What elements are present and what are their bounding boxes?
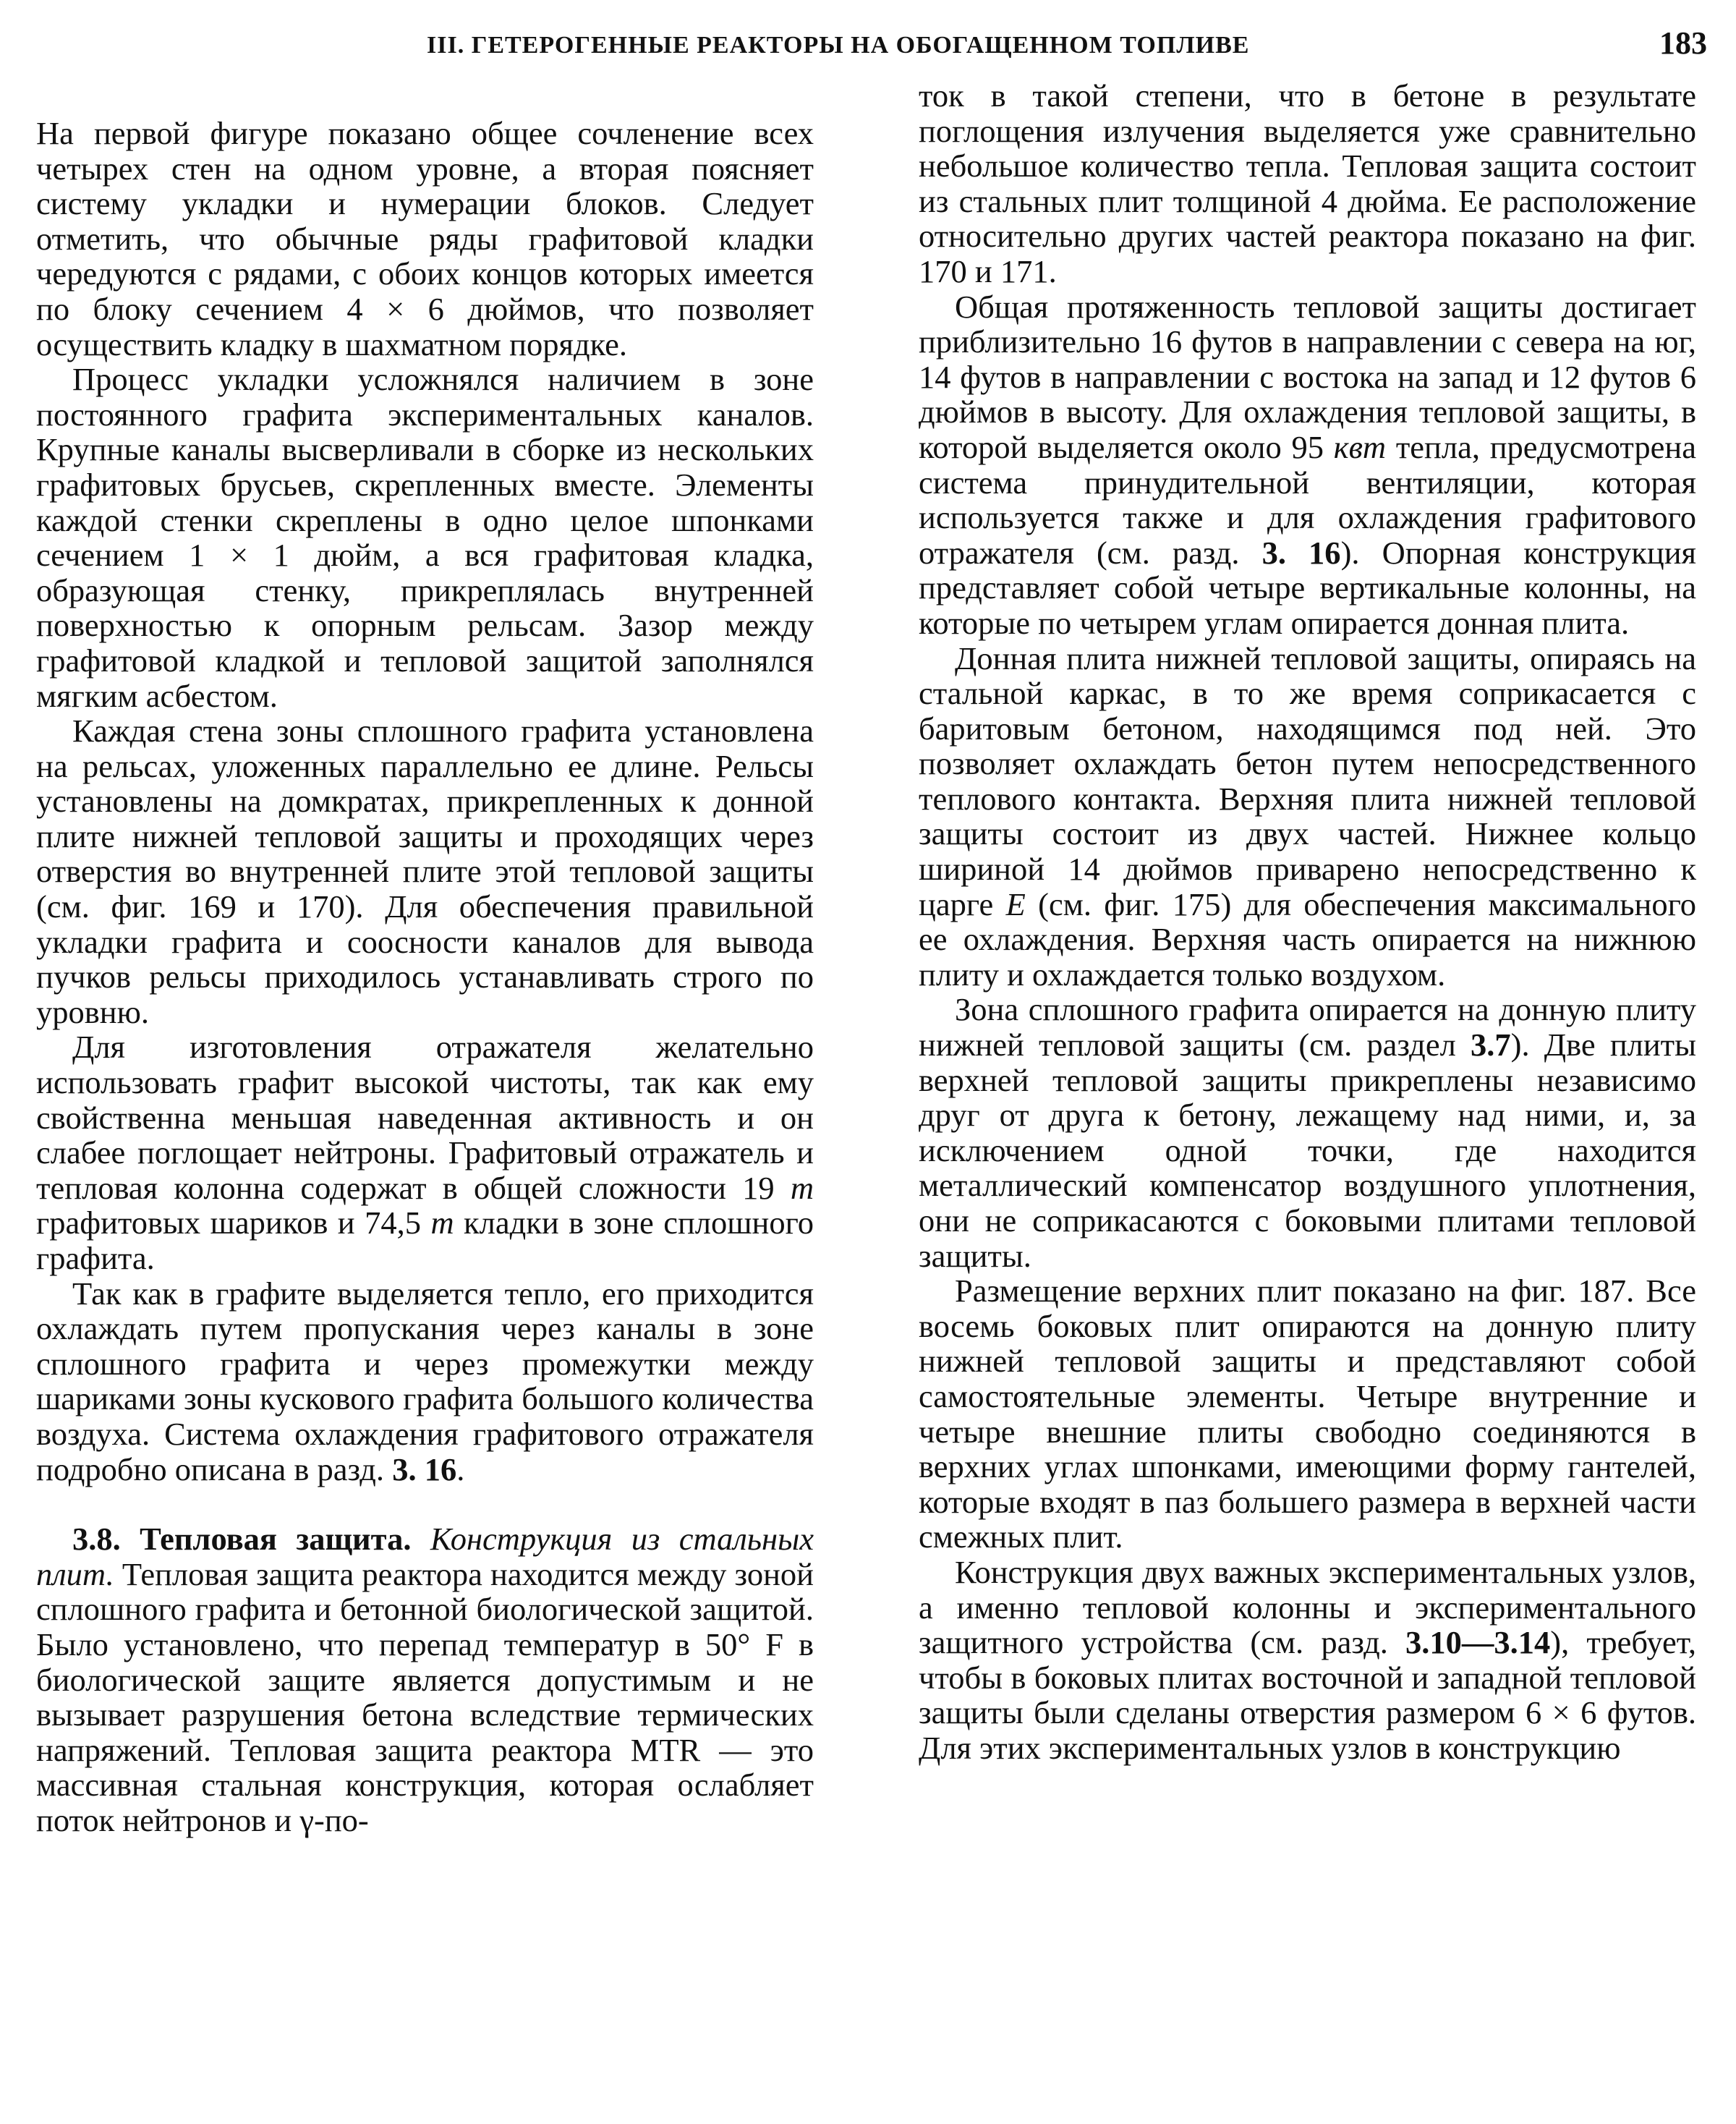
paragraph <box>919 992 1696 1273</box>
text-run: Донная плита нижней тепловой защиты, опираясь на стальной каркас, в то же время соприкасается с баритовым бетоном, находящимся под ней. Это позволяет охлаждать бетон путем непосредственного теплового контакта. Верхняя плита нижней тепловой защиты состоит из двух частей. Нижнее кольцо шириной 14 дюймов приварено непосредственно к царге <box>919 640 1696 922</box>
paragraph: Процесс укладки усложнялся наличием в зоне постоянного графита экспериментальных каналов. Крупные каналы высверливали в сборке из нескольких графитовых брусьев, скрепленных вместе. Элементы каждой стенки скреплены в одно целое шпонками сечением 1 × 1 дюйм, а вся графитовая кладка, образующая стенку, прикреплялась внутренней поверхностью к опорным рельсам. Зазор между графитовой кладкой и тепловой защитой заполнялся мягким асбестом. <box>36 361 814 714</box>
section-paragraph <box>36 1521 814 1838</box>
section-reference: 3. 16 <box>392 1450 457 1487</box>
text-run: . <box>456 1450 465 1487</box>
paragraph: Размещение верхних плит показано на фиг. 187. Все восемь боковых плит опираются на донную плиту нижней тепловой защиты и представляют собой самостоятельные элементы. Четыре внутренние и четыре внешние плиты свободно соединяются в верхних углах шпонками, имеющими форму гантелей, которые входят в паз большего размера в верхней части смежных плит. <box>919 1273 1696 1555</box>
text-run: ), требует, чтобы в боковых плитах восточной и западной тепловой защиты были сделаны отверстия размером 6 × 6 футов. Для этих экспериментальных узлов в конструкцию <box>919 1624 1696 1766</box>
left-column <box>36 116 814 1838</box>
page-number: 183 <box>1659 25 1707 61</box>
text-run: Зона сплошного графита опирается на донную плиту нижней тепловой защиты (см. раздел <box>919 991 1696 1063</box>
text-run: кладки в зоне сплошного графита. <box>36 1205 814 1276</box>
text-run: Тепловая защита реактора находится между зоной сплошного графита и бетонной биологической защитой. Было установлено, что перепад температур в 50° F в биологической защите является допустимым и не вызывает разрушения бетона вследствие термических напряжений. Тепловая защита реактора MTR — это массивная стальная конструкция, которая ослабляет поток нейтронов и γ-по- <box>36 1555 814 1838</box>
paragraph: Каждая стена зоны сплошного графита установлена на рельсах, уложенных параллельно ее длине. Рельсы установлены на домкратах, прикрепленных к донной плите нижней тепловой защиты и проходящих через отверстия во внутренней плите этой тепловой защиты (см. фиг. 169 и 170). Для обеспечения правильной укладки графита и соосности каналов для вывода пучков рельсы приходилось устанавливать строго по уровню. <box>36 713 814 1030</box>
running-title: III. ГЕТЕРОГЕННЫЕ РЕАКТОРЫ НА ОБОГАЩЕННОМ ТОПЛИВЕ <box>427 32 1250 59</box>
text-run: ). Опорная конструкция представляет собой четыре вертикальные колонны, на которые по четырем углам опирается донная плита. <box>919 534 1696 641</box>
paragraph <box>919 641 1696 993</box>
unit-kw: квт <box>1333 428 1387 465</box>
right-column <box>919 78 1696 1766</box>
unit-ton: т <box>430 1205 454 1241</box>
symbol-e: E <box>1005 885 1026 922</box>
section-reference: 3.7 <box>1471 1027 1511 1063</box>
text-run: (см. фиг. 175) для обеспечения максимального ее охлаждения. Верхняя часть опирается на нижнюю плиту и охлаждается только воздухом. <box>919 885 1696 993</box>
paragraph <box>919 1555 1696 1766</box>
paragraph: На первой фигуре показано общее сочленение всех четырех стен на одном уровне, а вторая поясняет систему укладки и нумерации блоков. Следует отметить, что обычные ряды графитовой кладки чередуются с рядами, с обоих концов которых имеется по блоку сечением 4 × 6 дюймов, что позволяет осуществить кладку в шахматном порядке. <box>36 115 814 362</box>
paragraph <box>36 1276 814 1487</box>
text-run: Общая протяженность тепловой защиты достигает приблизительно 16 футов в направлении с севера на юг, 14 футов в направлении с востока на запад и 12 футов 6 дюймов в высоту. Для охлаждения тепловой защиты, в которой выделяется около 95 <box>919 288 1696 465</box>
text-run: графитовых шариков и 74,5 <box>36 1205 431 1241</box>
section-heading: 3.8. Тепловая защита. <box>72 1521 412 1558</box>
text-run: ). Две плиты верхней тепловой защиты прикреплены независимо друг от друга к бетону, лежащему над ними, и, за исключением одной точки, где находится металлический компенсатор воздушного уплотнения, они не соприкасаются с боковыми плитами тепловой защиты. <box>919 1027 1697 1274</box>
text-run: Так как в графите выделяется тепло, его приходится охлаждать путем пропускания через каналы в зоне сплошного графита и через промежутки между шариками зоны кускового графита большого количества воздуха. Система охлаждения графитового отражателя подробно описана в разд. <box>36 1275 814 1487</box>
running-head <box>0 22 1736 65</box>
paragraph <box>36 1029 814 1275</box>
paragraph: ток в такой степени, что в бетоне в результате поглощения излучения выделяется уже сравнительно небольшое количество тепла. Тепловая защита состоит из стальных плит толщиной 4 дюйма. Ее расположение относительно других частей реактора показано на фиг. 170 и 171. <box>919 77 1696 289</box>
text-run: Конструкция двух важных экспериментальных узлов, а именно тепловой колонны и экспериментального защитного устройства (см. разд. <box>919 1553 1696 1661</box>
section-reference: 3.10—3.14 <box>1405 1624 1551 1661</box>
section-reference: 3. 16 <box>1261 534 1341 571</box>
text-run: Для изготовления отражателя желательно использовать графит высокой чистоты, так как ему свойственна меньшая наведенная активность и он слабее поглощает нейтроны. Графитовый отражатель и тепловая колонна содержат в общей сложности 19 <box>36 1029 814 1206</box>
unit-ton: т <box>790 1169 814 1206</box>
paragraph <box>919 289 1696 641</box>
text-run: тепла, предусмотрена система принудительной вентиляции, которая используется также и для охлаждения графитового отражателя (см. разд. <box>919 428 1696 571</box>
section-subheading: Конструкция из стальных плит. <box>36 1521 814 1592</box>
